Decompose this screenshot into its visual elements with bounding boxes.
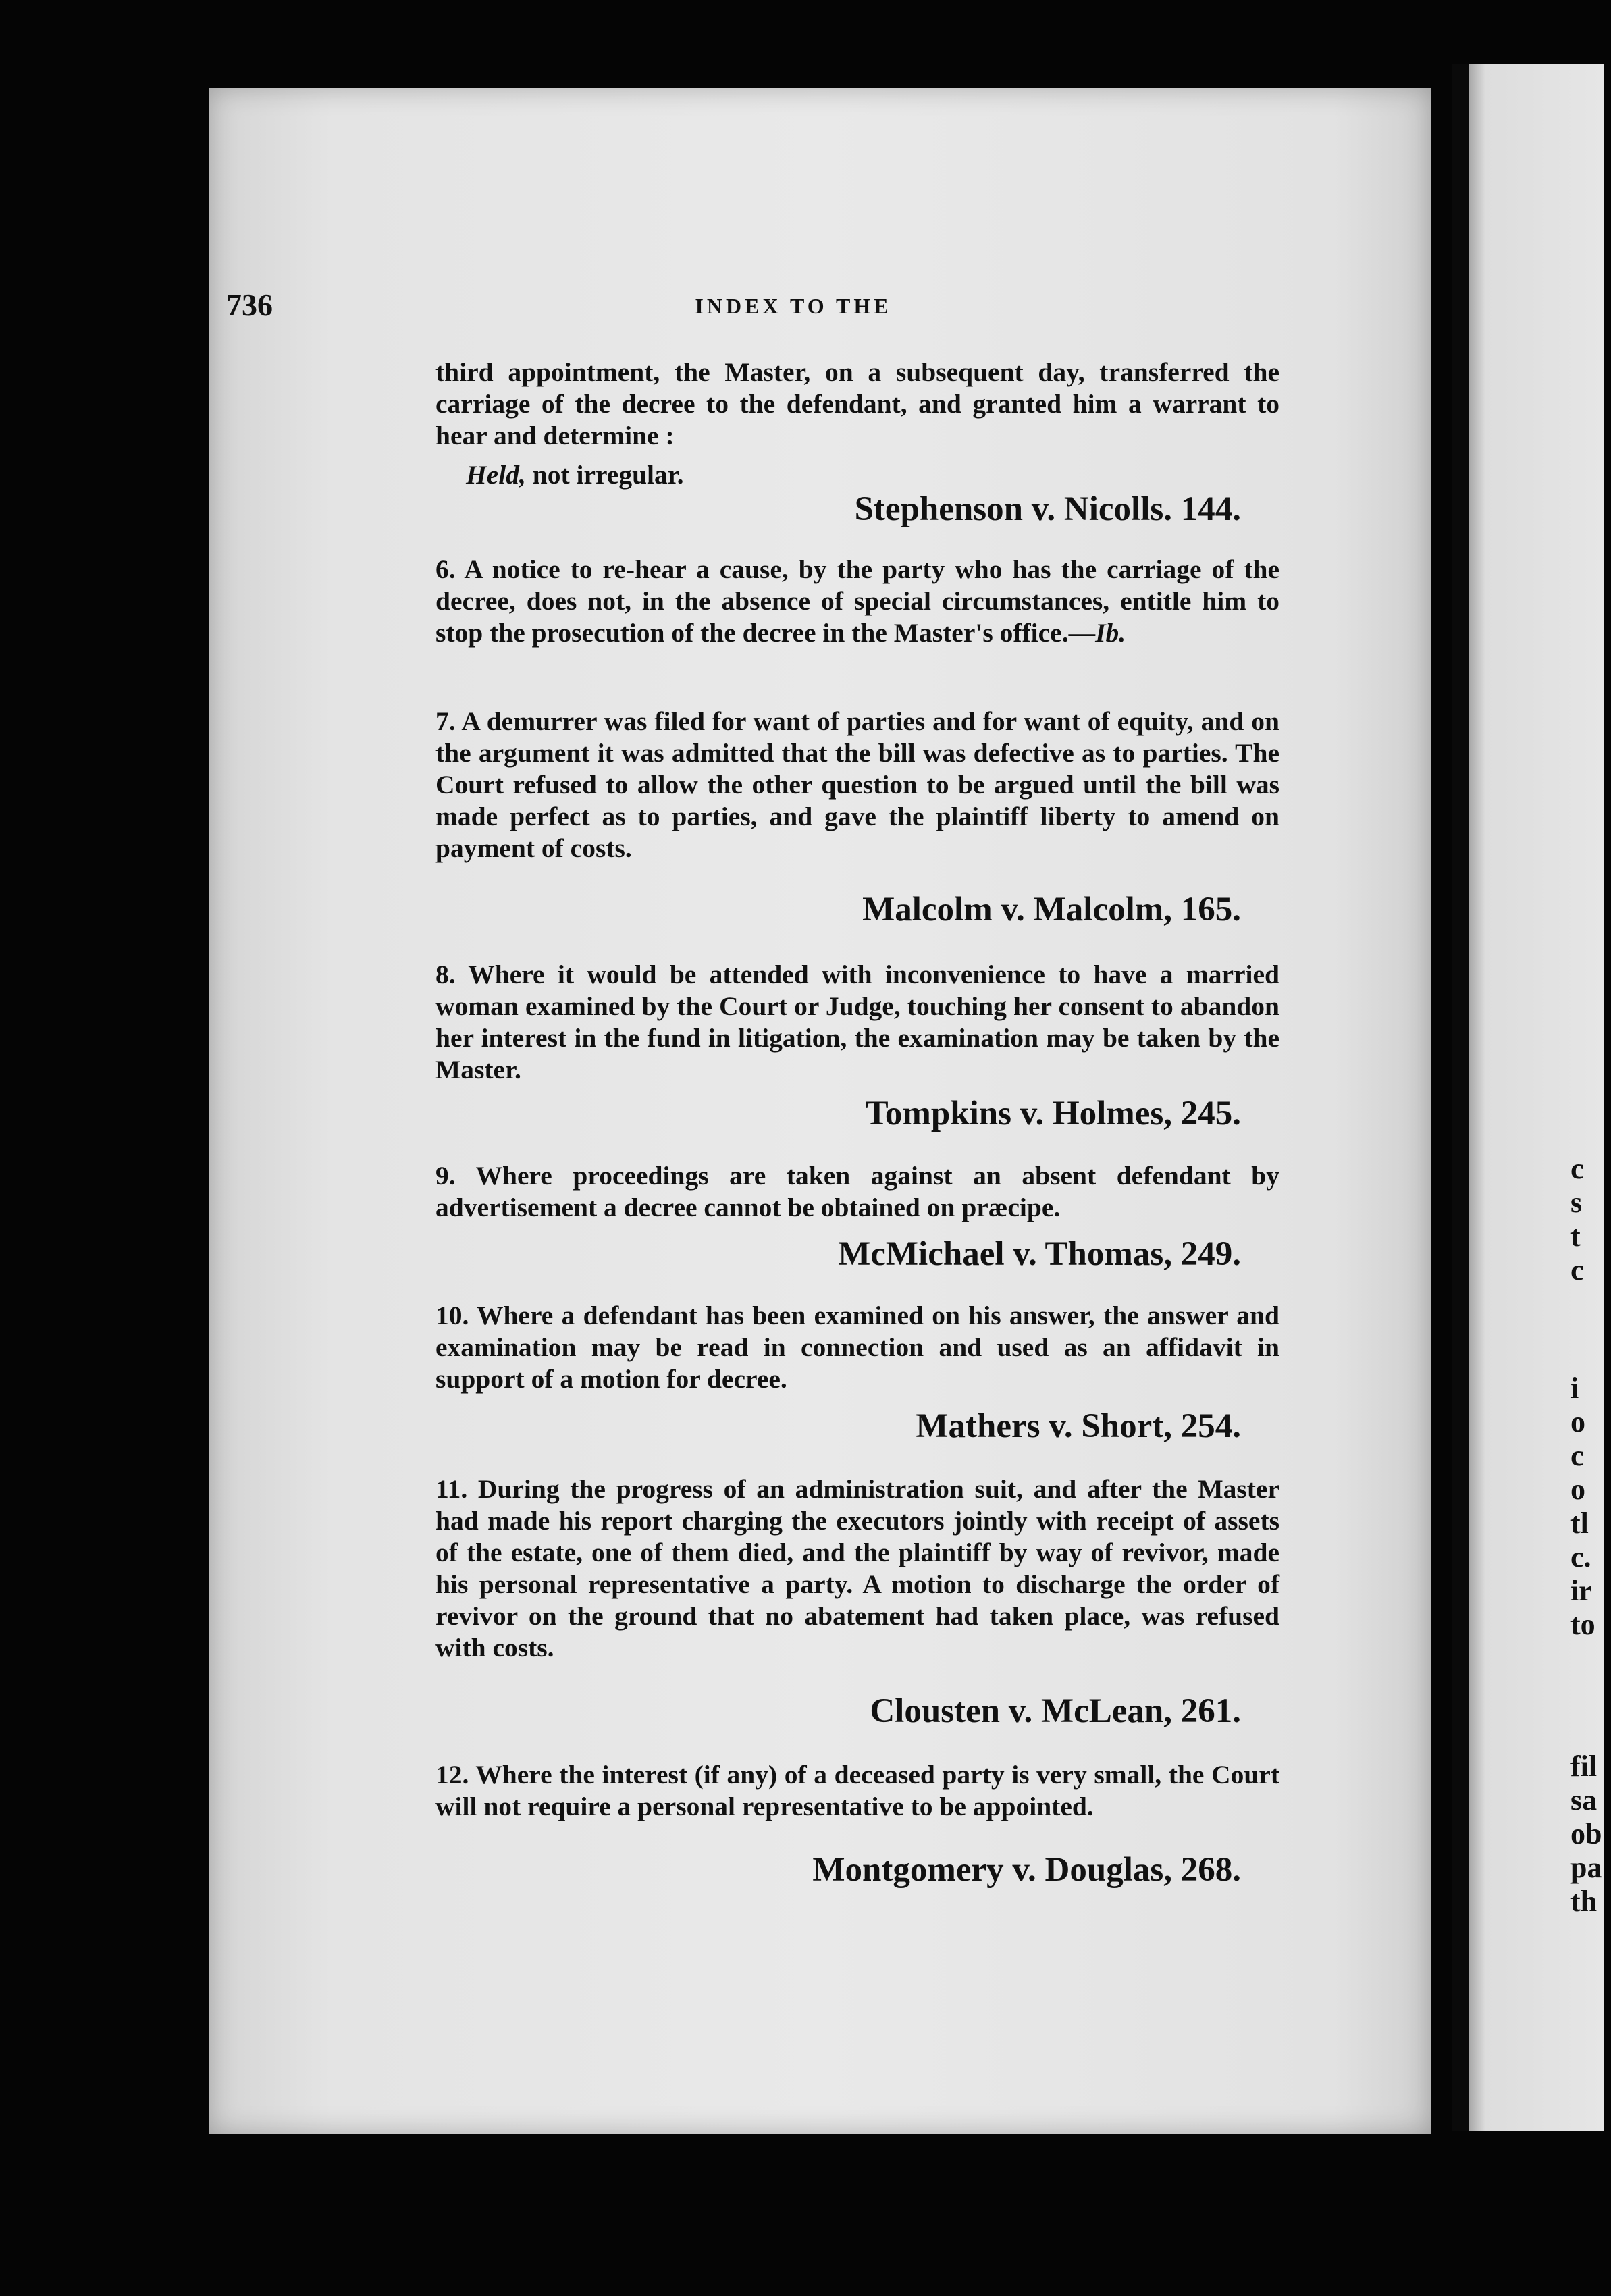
facing-page-fragment: c bbox=[1570, 1253, 1584, 1286]
facing-page-fragment: o bbox=[1570, 1473, 1585, 1506]
case-citation: McMichael v. Thomas, 249. bbox=[838, 1235, 1241, 1273]
facing-page-fragment: ob bbox=[1570, 1817, 1602, 1850]
ibid-reference: Ib. bbox=[1095, 618, 1126, 648]
facing-page-fragment: tl bbox=[1570, 1507, 1589, 1540]
facing-page-fragment: i bbox=[1570, 1372, 1579, 1405]
book-page-right-edge bbox=[1452, 64, 1604, 2131]
paragraph-10: 10. Where a defendant has been examined on his answer, the answer and examination may be read in connection and used as an affidavit in support of a motion for decree. bbox=[435, 1301, 1279, 1394]
paragraph-12: 12. Where the interest (if any) of a deceased party is very small, the Court will not require a personal representative to be appointed. bbox=[435, 1760, 1279, 1821]
page-header bbox=[0, 287, 1572, 328]
facing-page-fragment: sa bbox=[1570, 1783, 1597, 1817]
paragraph-11: 11. During the progress of an administration suit, and after the Master had made his report charging the executors jointly with receipt of assets of the estate, one of them died, and the plaintiff by way of revivor, made his personal representative a party. A motion to discharge the order of revivor on the ground that no abatement had taken place, was refused with costs. bbox=[435, 1474, 1279, 1663]
case-citation: Malcolm v. Malcolm, 165. bbox=[862, 891, 1241, 929]
facing-page-fragment: ir bbox=[1570, 1574, 1592, 1607]
case-citation: Montgomery v. Douglas, 268. bbox=[812, 1851, 1241, 1889]
held-label: Held, bbox=[466, 460, 526, 490]
facing-page-fragment: to bbox=[1570, 1608, 1595, 1641]
facing-page-fragment: c bbox=[1570, 1152, 1584, 1185]
facing-page-fragment: fil bbox=[1570, 1750, 1597, 1783]
facing-page-fragment: s bbox=[1570, 1186, 1583, 1219]
case-citation: Stephenson v. Nicolls. 144. bbox=[854, 490, 1241, 528]
paragraph-6 bbox=[435, 554, 1279, 649]
held-line bbox=[466, 459, 684, 490]
paragraph-9: 9. Where proceedings are taken against an absent defendant by advertisement a decree cannot be obtained on præcipe. bbox=[435, 1161, 1279, 1222]
case-citation: Tompkins v. Holmes, 245. bbox=[865, 1095, 1241, 1132]
facing-page-fragment: pa bbox=[1570, 1851, 1602, 1884]
paragraph-8: 8. Where it would be attended with inconvenience to have a married woman examined by the Court or Judge, touching her consent to abandon her interest in the fund in litigation, the examination may be taken by the Master. bbox=[435, 960, 1279, 1085]
facing-page-fragment: o bbox=[1570, 1405, 1585, 1438]
facing-page-fragment: th bbox=[1570, 1885, 1597, 1918]
paragraph-7: 7. A demurrer was filed for want of parties and for want of equity, and on the argument it was admitted that the bill was defective as to parties. The Court refused to allow the other question to be argued until the bill was made perfect as to parties, and gave the plaintiff liberty to amend on payment of costs. bbox=[435, 706, 1279, 863]
held-text: not irregular. bbox=[525, 460, 684, 490]
running-head: INDEX TO THE bbox=[695, 294, 892, 318]
facing-page-fragment: c. bbox=[1570, 1540, 1591, 1573]
page-number: 736 bbox=[226, 288, 273, 322]
case-citation: Mathers v. Short, 254. bbox=[916, 1407, 1241, 1445]
facing-page-fragment: t bbox=[1570, 1220, 1581, 1253]
paragraph-6-text: 6. A notice to re-hear a cause, by the party who has the carriage of the decree, does not, in the absence of special circumstances, entitle him to stop the prosecution of the decree in the Master's office.— bbox=[435, 554, 1279, 648]
intro-paragraph: third appointment, the Master, on a subsequent day, transferred the carriage of the decree to the defendant, and granted him a warrant to hear and determine : bbox=[435, 357, 1279, 450]
case-citation: Clousten v. McLean, 261. bbox=[870, 1692, 1241, 1730]
facing-page-fragment: c bbox=[1570, 1439, 1584, 1472]
